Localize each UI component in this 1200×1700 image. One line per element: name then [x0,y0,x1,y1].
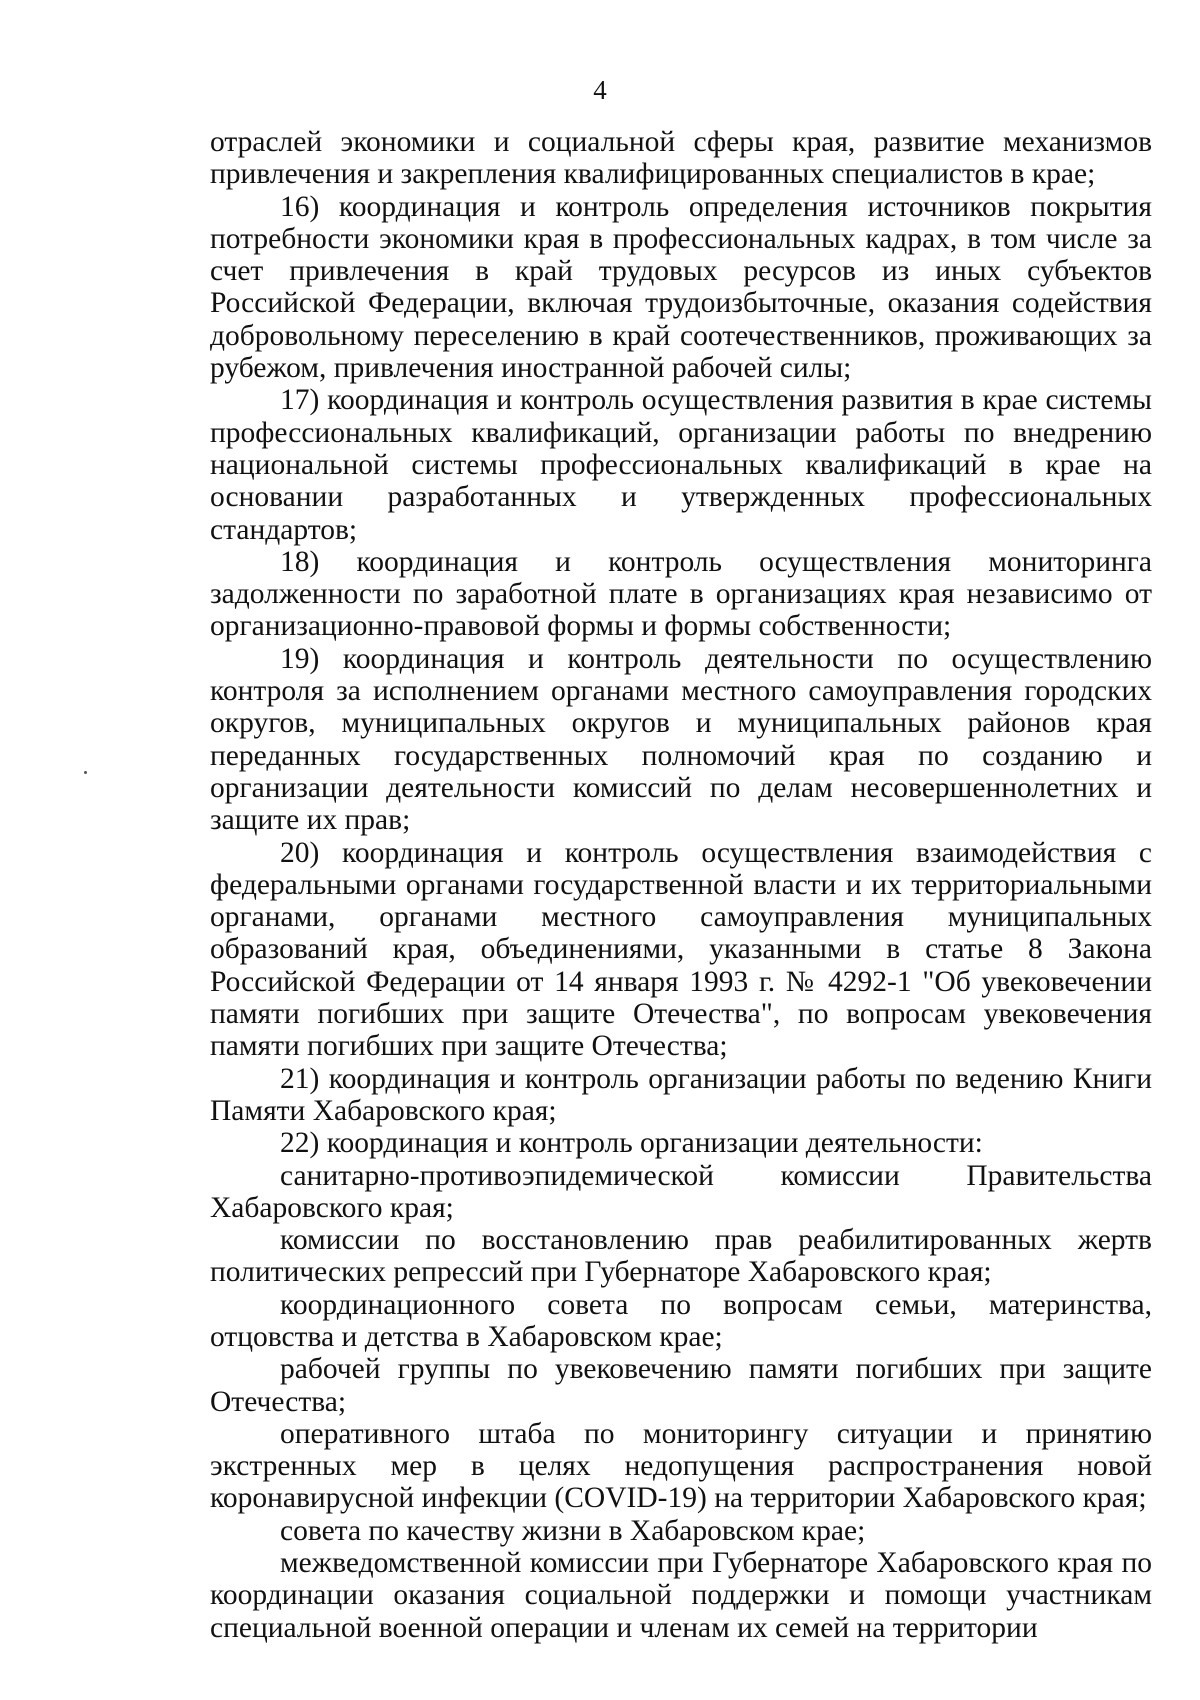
paragraph-item-21: 21) координация и контроль организации работы по ведению Книги Памяти Хабаровского края; [210,1062,1152,1127]
page-number: 4 [593,75,607,105]
paragraph-sanitary-commission: санитарно-противоэпидемической комиссии Правительства Хабаровского края; [210,1159,1152,1224]
paragraph-item-19: 19) координация и контроль деятельности по осуществлению контроля за исполнением органами местного самоуправления городских округов, муниципальных округов и муниципальных районов края переданных государственных полномочий края по созданию и организации деятельности комиссий по делам несовершеннолетних и защите их прав; [210,642,1152,837]
paragraph-continuation: отраслей экономики и социальной сферы края, развитие механизмов привлечения и закрепления квалифицированных специалистов в крае; [210,126,1152,191]
paragraph-item-18: 18) координация и контроль осуществления мониторинга задолженности по заработной плате в организациях края независимо от организационно-правовой формы и формы собственности; [210,545,1152,643]
paragraph-item-16: 16) координация и контроль определения источников покрытия потребности экономики края в профессиональных кадрах, в том числе за счет привлечения в край трудовых ресурсов из иных субъектов Российской Федерации, включая трудоизбыточные, оказания содействия добровольному переселению в край соотечественников, проживающих за рубежом, привлечения иностранной рабочей силы; [210,190,1152,385]
paragraph-item-22: 22) координация и контроль организации деятельности: [280,1127,983,1160]
document-body [210,126,1152,1644]
paragraph-item-17: 17) координация и контроль осуществления развития в крае системы профессиональных квалификаций, организации работы по внедрению национальной системы профессиональных квалификаций в крае на основании разработанных и утвержденных профессиональных стандартов; [210,384,1152,546]
scan-speck [84,771,87,774]
paragraph-covid-headquarters: оперативного штаба по мониторингу ситуации и принятию экстренных мер в целях недопущения распространения новой коронавирусной инфекции (COVID-19) на территории Хабаровского края; [210,1417,1152,1515]
paragraph-rehabilitation-commission: комиссии по восстановлению прав реабилитированных жертв политических репрессий при Губернаторе Хабаровского края; [210,1224,1152,1289]
paragraph-family-council: координационного совета по вопросам семьи, материнства, отцовства и детства в Хабаровском крае; [210,1288,1152,1353]
paragraph-quality-of-life-council: совета по качеству жизни в Хабаровском крае; [280,1514,866,1547]
paragraph-interagency-commission: межведомственной комиссии при Губернаторе Хабаровского края по координации оказания социальной поддержки и помощи участникам специальной военной операции и членам их семей на территории [210,1547,1152,1644]
paragraph-memory-working-group: рабочей группы по увековечению памяти погибших при защите Отечества; [210,1353,1152,1418]
paragraph-item-20: 20) координация и контроль осуществления взаимодействия с федеральными органами государственной власти и их территориальными органами, органами местного самоуправления муниципальных образований края, объединениями, указанными в статье 8 Закона Российской Федерации от 14 января 1993 г. № 4292-1 "Об увековечении памяти погибших при защите Отечества", по вопросам увековечения памяти погибших при защите Отечества; [210,836,1152,1063]
